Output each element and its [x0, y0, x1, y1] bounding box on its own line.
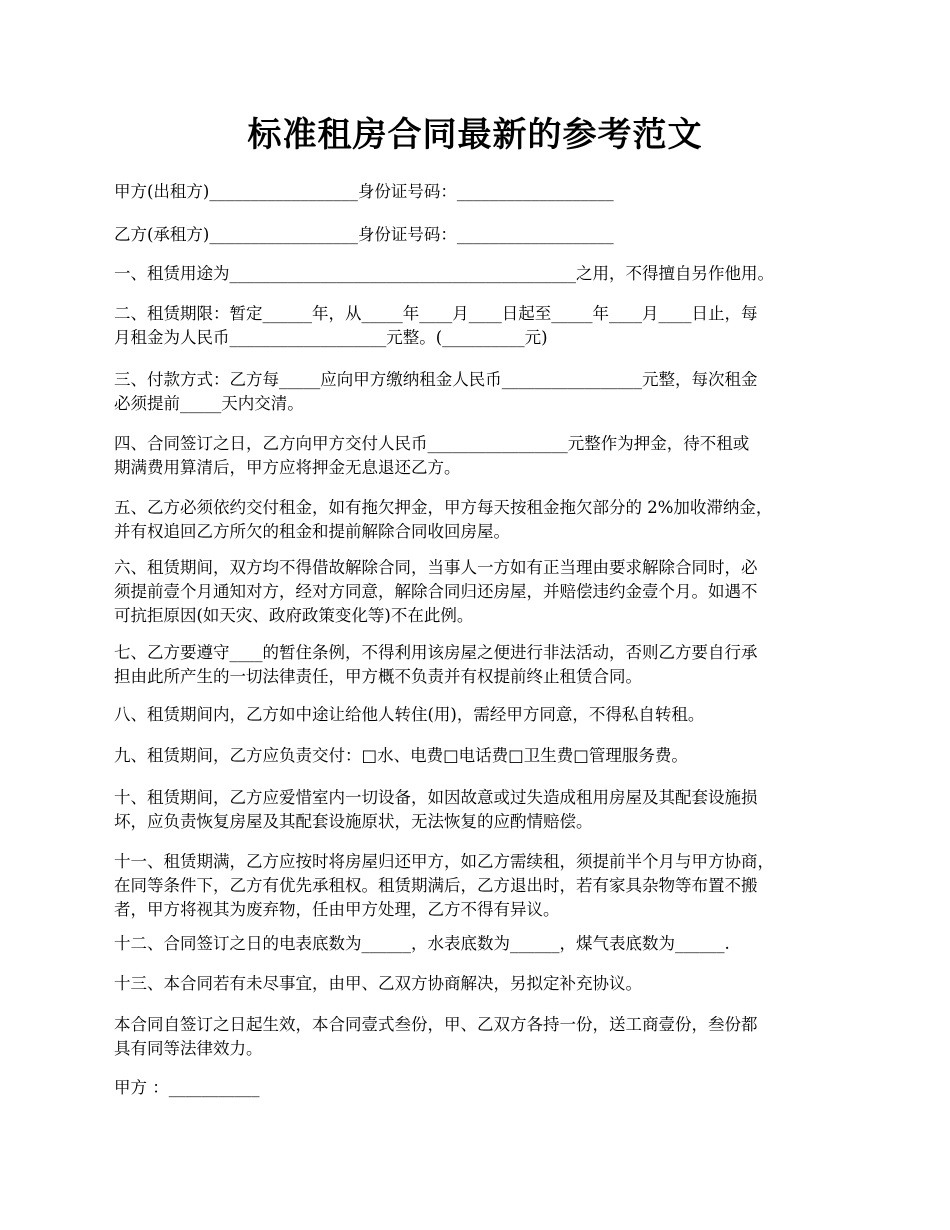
clause-12: 十二、合同签订之日的电表底数为______，水表底数为______，煤气表底数为______. [114, 934, 730, 953]
clause-6: 六、租赁期间，双方均不得借故解除合同，当事人一方如有正当理由要求解除合同时，必 须提前壹个月通知对方，经对方同意，解除合同归还房屋，并赔偿违约金壹个月。如遇不 可抗拒原因(如天灾、政府政策变化等)不在此例。 [114, 558, 758, 625]
clause-4: 四、合同签订之日，乙方向甲方交付人民币_________________元整作为押金，待不租或 期满费用算清后，甲方应将押金无息退还乙方。 [114, 434, 750, 477]
effective-clause: 本合同自签订之日起生效，本合同壹式叁份，甲、乙双方各持一份，送工商壹份，叁份都 具有同等法律效力。 [114, 1015, 758, 1058]
clause-13: 十三、本合同若有未尽事宜，由甲、乙双方协商解决，另拟定补充协议。 [114, 974, 642, 993]
clause-7: 七、乙方要遵守____的暂住条例，不得利用该房屋之便进行非法活动，否则乙方要自行承 担由此所产生的一切法律责任，甲方概不负责并有权提前终止租赁合同。 [114, 643, 758, 686]
party-a-line: 甲方(出租方)__________________身份证号码：___________________ [114, 182, 614, 201]
clause-11: 十一、租赁期满，乙方应按时将房屋归还甲方，如乙方需续租，须提前半个月与甲方协商， 在同等条件下，乙方有优先承租权。租赁期满后，乙方退出时，若有家具杂物等布置不搬 者，甲方将视其为废弃物，任由甲方处理，乙方不得有异议。 [114, 852, 774, 919]
clause-9: 九、租赁期间，乙方应负责交付：□水、电费□电话费□卫生费□管理服务费。 [114, 746, 688, 765]
clause-1: 一、租赁用途为__________________________________________之用，不得擅自另作他用。 [114, 264, 774, 283]
document-title: 标准租房合同最新的参考范文 [247, 115, 703, 155]
clause-10: 十、租赁期间，乙方应爱惜室内一切设备，如因故意或过失造成租用房屋及其配套设施损 坏，应负责恢复房屋及其配套设施原状，无法恢复的应酌情赔偿。 [114, 788, 758, 831]
clause-2: 二、租赁期限：暂定______年，从_____年____月____日起至_____年____月____日止，每 月租金为人民币___________________元整。(__________元) [114, 304, 758, 347]
party-b-line: 乙方(承租方)__________________身份证号码：___________________ [114, 225, 614, 244]
clause-5: 五、乙方必须依约交付租金，如有拖欠押金，甲方每天按租金拖欠部分的 2%加收滞纳金， 并有权追回乙方所欠的租金和提前解除合同收回房屋。 [114, 498, 773, 541]
clause-3: 三、付款方式：乙方每_____应向甲方缴纳租金人民币_________________元整，每次租金 必须提前_____天内交清。 [114, 370, 758, 413]
clause-8: 八、租赁期间内，乙方如中途让给他人转住(用)，需经甲方同意，不得私自转租。 [114, 705, 705, 724]
party-a-signature-line: 甲方 ：___________ [114, 1078, 260, 1097]
